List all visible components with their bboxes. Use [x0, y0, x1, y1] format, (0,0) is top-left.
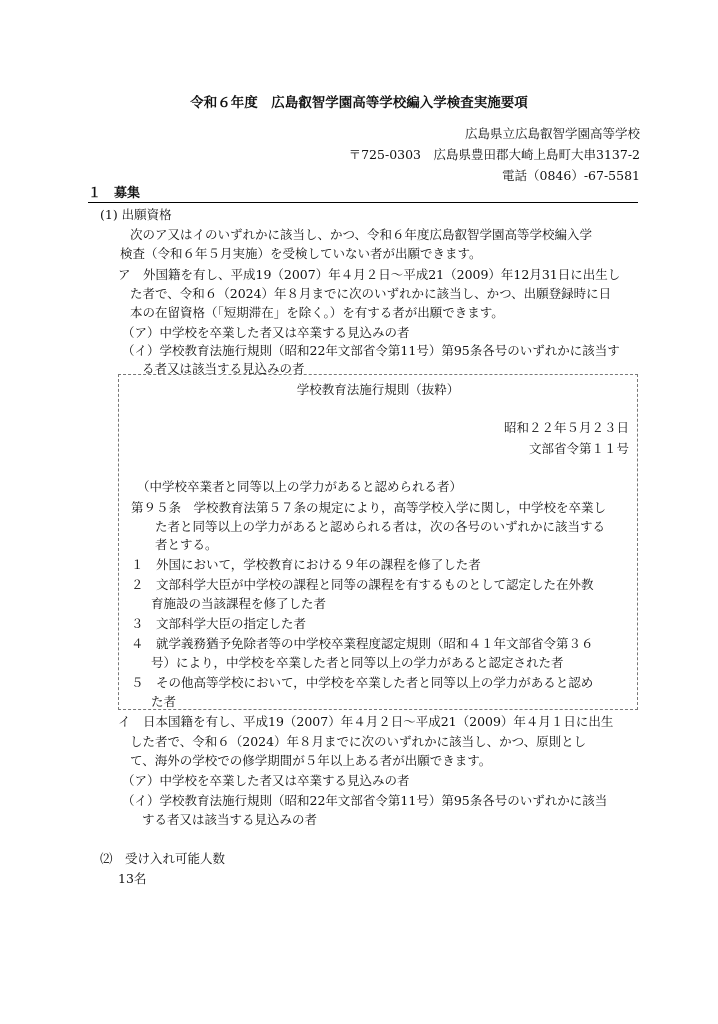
article-item-5-line-2: た者 — [151, 694, 177, 709]
article-item-5-line-1: ５ その他高等学校において，中学校を卒業した者と同等以上の学力があると認め — [131, 675, 594, 690]
school-phone: 電話（0846）-67-5581 — [502, 168, 640, 183]
item-b-sub-1: （ア）中学校を卒業した者又は卒業する見込みの者 — [122, 773, 410, 788]
item-a-sub-1: （ア）中学校を卒業した者又は卒業する見込みの者 — [122, 325, 410, 340]
excerpt-date: 昭和２２年５月２３日 — [503, 420, 629, 435]
section-heading: １ 募集 — [88, 187, 638, 203]
article-line-3: 者とする。 — [155, 537, 218, 552]
school-address: 〒725-0303 広島県豊田郡大崎上島町大串3137-2 — [348, 147, 640, 162]
item-a-line-1: ア 外国籍を有し、平成19（2007）年４月２日～平成21（2009）年12月31日に出生し — [118, 267, 621, 282]
excerpt-box — [118, 374, 638, 710]
item-b-line-1: イ 日本国籍を有し、平成19（2007）年４月２日～平成21（2009）年４月１日に出生 — [118, 714, 614, 729]
excerpt-ordinance: 文部省令第１１号 — [528, 441, 629, 456]
article-item-2-line-1: ２ 文部科学大臣が中学校の課程と同等の課程を有するものとして認定した在外教 — [131, 577, 594, 592]
article-item-4-line-1: ４ 就学義務猶予免除者等の中学校卒業程度認定規則（昭和４１年文部省令第３６ — [131, 636, 594, 651]
article-line-2: た者と同等以上の学力があると認められる者は，次の各号のいずれかに該当する — [155, 519, 606, 534]
intro-line-2: 検査（令和６年５月実施）を受検していない者が出願できます。 — [120, 246, 482, 261]
subsection-heading-qualification: (1) 出願資格 — [100, 207, 172, 222]
item-b-sub-2-line-2: する者又は該当する見込みの者 — [142, 812, 318, 827]
school-name: 広島県立広島叡智学園高等学校 — [464, 126, 640, 141]
article-item-4-line-2: 号）により，中学校を卒業した者と同等以上の学力があると認定された者 — [151, 655, 564, 670]
item-a-line-2: た者で、令和６（2024）年８月までに次のいずれかに該当し、かつ、出願登録時に日 — [130, 286, 612, 301]
document-title: 令和６年度 広島叡智学園高等学校編入学検査実施要項 — [190, 95, 528, 111]
capacity-value: 13名 — [118, 871, 147, 886]
article-item-1: １ 外国において，学校教育における９年の課程を修了した者 — [131, 557, 481, 572]
item-b-line-2: した者で、令和６（2024）年８月までに次のいずれかに該当し、かつ、原則とし — [130, 734, 587, 749]
item-a-line-3: 本の在留資格（「短期滞在」を除く。）を有する者が出願できます。 — [130, 305, 504, 320]
article-item-3: ３ 文部科学大臣の指定した者 — [131, 616, 307, 631]
article-item-2-line-2: 育施設の当該課程を修了した者 — [151, 596, 327, 611]
item-a-sub-2-line-1: （イ）学校教育法施行規則（昭和22年文部省令第11号）第95条各号のいずれかに該当す — [122, 343, 620, 358]
item-b-sub-2-line-1: （イ）学校教育法施行規則（昭和22年文部省令第11号）第95条各号のいずれかに該当 — [122, 793, 608, 808]
item-a-sub-2-line-2: る者又は該当する見込みの者 — [142, 361, 305, 376]
excerpt-title: 学校教育法施行規則（抜粋） — [296, 382, 460, 397]
intro-line-1: 次のア又はイのいずれかに該当し、かつ、令和６年度広島叡智学園高等学校編入学 — [130, 227, 593, 242]
article-line-1: 第９５条 学校教育法第５７条の規定により，高等学校入学に関し，中学校を卒業し — [131, 500, 607, 515]
item-b-line-3: て、海外の学校での修学期間が５年以上ある者が出願できます。 — [130, 753, 492, 768]
excerpt-caption: （中学校卒業者と同等以上の学力があると認められる者） — [137, 479, 463, 494]
subsection-heading-capacity: ⑵ 受け入れ可能人数 — [100, 851, 226, 866]
